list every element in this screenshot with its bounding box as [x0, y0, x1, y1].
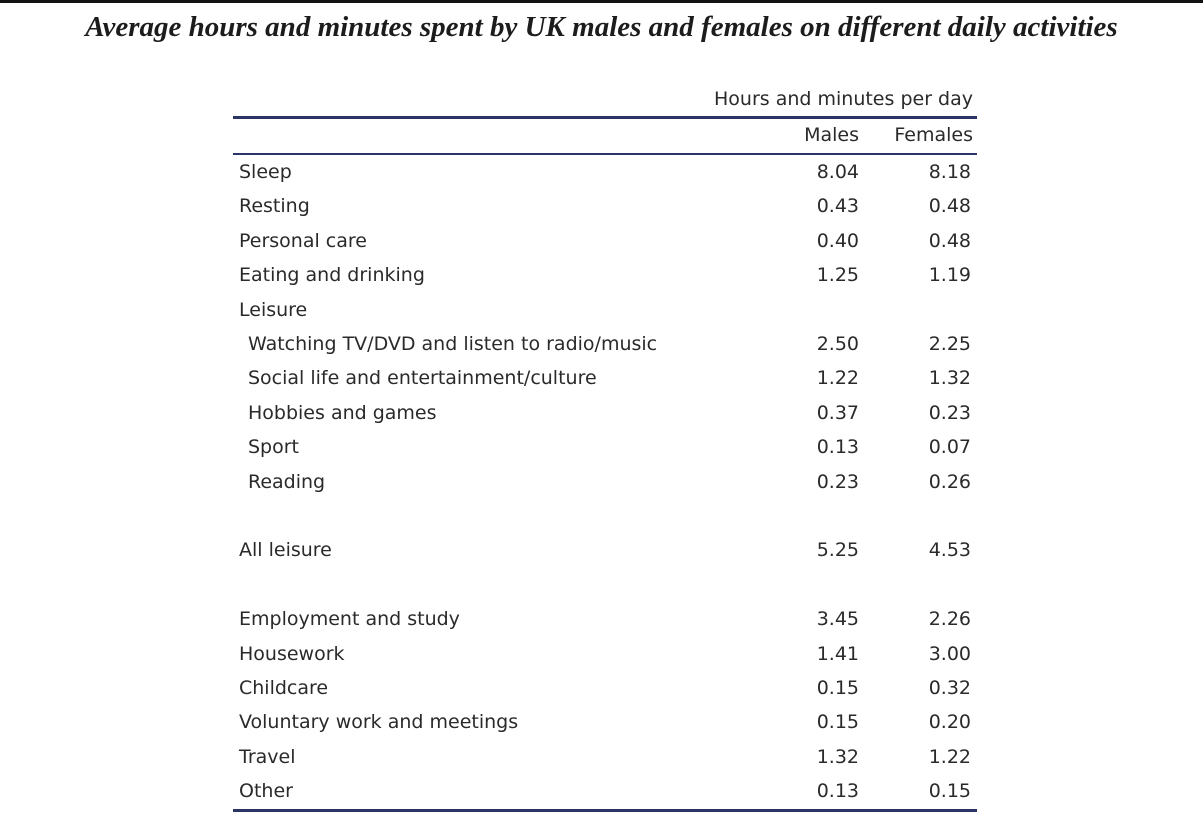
- row-label: Sport: [248, 436, 300, 459]
- row-label: Personal care: [239, 229, 367, 252]
- value-males: 1.25: [816, 264, 859, 287]
- row-label: Watching TV/DVD and listen to radio/music: [248, 333, 658, 355]
- units-label: Hours and minutes per day: [714, 88, 973, 110]
- table-row: [233, 224, 977, 258]
- value-females: 0.26: [928, 470, 971, 493]
- row-label: Resting: [239, 195, 310, 218]
- row-label: Housework: [239, 642, 345, 665]
- value-males: 0.15: [816, 711, 859, 734]
- value-females: 0.20: [928, 711, 971, 734]
- row-label: Childcare: [239, 677, 329, 699]
- row-label: Leisure: [239, 298, 308, 321]
- column-header-males: Males: [804, 124, 859, 146]
- table-bottom-rule: [233, 809, 977, 812]
- row-label: Sleep: [239, 161, 292, 183]
- data-table: [233, 84, 977, 812]
- table-row: [233, 189, 977, 223]
- value-males: 0.13: [816, 780, 859, 803]
- value-males: 0.15: [816, 677, 859, 699]
- units-row: [233, 84, 977, 116]
- column-header-row: [233, 119, 977, 153]
- value-females: 2.26: [928, 608, 971, 631]
- table-row: [233, 774, 977, 808]
- table-row: [233, 258, 977, 292]
- row-label: Employment and study: [239, 608, 460, 631]
- table-row: [233, 361, 977, 395]
- value-males: 0.23: [816, 470, 859, 493]
- value-males: 8.04: [816, 161, 859, 183]
- value-males: 1.32: [816, 745, 859, 768]
- value-males: 0.37: [816, 401, 859, 424]
- value-males: 0.13: [816, 436, 859, 459]
- table-row: [233, 671, 977, 705]
- row-label: Eating and drinking: [239, 264, 425, 287]
- table-row: [233, 705, 977, 739]
- row-label: Other: [239, 780, 293, 803]
- row-label: All leisure: [239, 539, 332, 562]
- table-row: [233, 293, 977, 327]
- table-row: [233, 533, 977, 567]
- row-label: Voluntary work and meetings: [239, 711, 519, 734]
- value-females: 0.15: [928, 780, 971, 803]
- value-females: 2.25: [928, 333, 971, 355]
- table-row: [233, 430, 977, 464]
- value-females: 0.07: [928, 436, 971, 459]
- table-row: [233, 637, 977, 671]
- table-row: [233, 155, 977, 189]
- value-females: 4.53: [928, 539, 971, 562]
- table-row: [233, 327, 977, 361]
- row-label: Social life and entertainment/culture: [248, 367, 597, 390]
- value-females: 8.18: [928, 161, 971, 183]
- value-males: 0.40: [816, 229, 859, 252]
- value-females: 0.23: [928, 401, 971, 424]
- column-header-females: Females: [894, 124, 973, 146]
- value-females: 0.48: [928, 195, 971, 218]
- value-males: 1.22: [816, 367, 859, 390]
- value-males: 2.50: [816, 333, 859, 355]
- value-females: 1.32: [928, 367, 971, 390]
- top-border: [0, 0, 1203, 3]
- value-males: 1.41: [816, 642, 859, 665]
- value-males: 3.45: [816, 608, 859, 631]
- table-row: [233, 465, 977, 499]
- table-row: [233, 396, 977, 430]
- table-body: [233, 155, 977, 809]
- value-males: 0.43: [816, 195, 859, 218]
- value-females: 0.32: [928, 677, 971, 699]
- table-row: [233, 740, 977, 774]
- value-males: 5.25: [816, 539, 859, 562]
- value-females: 1.22: [928, 745, 971, 768]
- row-label: Reading: [248, 470, 326, 493]
- value-females: 3.00: [928, 642, 971, 665]
- value-females: 0.48: [928, 229, 971, 252]
- chart-title: Average hours and minutes spent by UK males and females on different daily activities: [85, 11, 1118, 43]
- value-females: 1.19: [928, 264, 971, 287]
- row-label: Hobbies and games: [248, 401, 437, 424]
- table-row: [233, 602, 977, 636]
- row-label: Travel: [239, 745, 296, 768]
